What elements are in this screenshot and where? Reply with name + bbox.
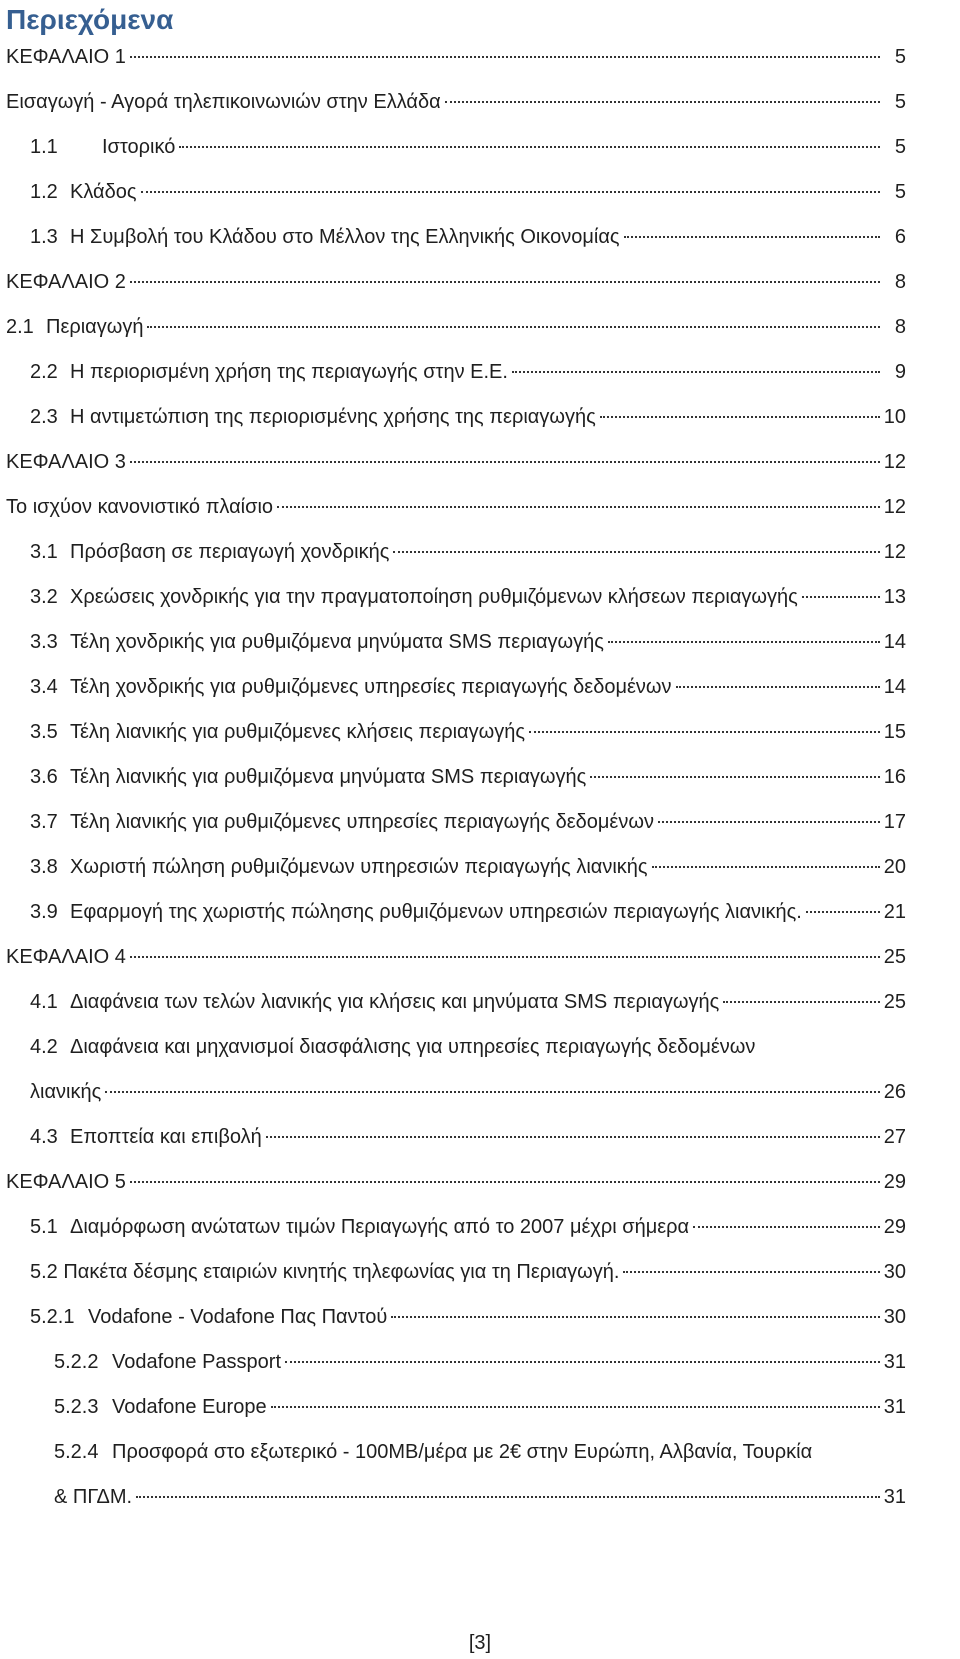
toc-entry-number: 5.2.4	[54, 1441, 99, 1463]
toc-entry-page-number: 26	[883, 1081, 906, 1103]
toc-entry-page-number: 14	[883, 631, 906, 653]
dot-leader	[130, 461, 880, 463]
toc-entry[interactable]	[30, 809, 906, 835]
toc-entry-page-number: 6	[894, 226, 906, 248]
toc-entry-title: Τέλη λιανικής για ρυθμιζόμενες υπηρεσίες περιαγωγής δεδομένων	[70, 811, 654, 833]
toc-entry-page-number: 10	[883, 406, 906, 428]
toc-entry[interactable]	[30, 134, 906, 160]
dot-leader	[623, 1271, 879, 1273]
dot-leader	[266, 1136, 880, 1138]
toc-entry[interactable]	[54, 1439, 906, 1510]
toc-entry-number: 2.1	[6, 316, 34, 338]
toc-entry[interactable]	[30, 899, 906, 925]
dot-leader	[658, 821, 880, 823]
toc-entry-page-number: 31	[883, 1486, 906, 1508]
toc-entry-number: 5.2.3	[54, 1396, 99, 1418]
toc-entry-number: 3.9	[30, 901, 58, 923]
dot-leader	[652, 866, 880, 868]
toc-entry[interactable]	[30, 584, 906, 610]
toc-entry-page-number: 20	[883, 856, 906, 878]
toc-entry[interactable]	[30, 404, 906, 430]
dot-leader	[802, 596, 880, 598]
toc-entry[interactable]	[30, 629, 906, 655]
dot-leader	[130, 1181, 880, 1183]
toc-entry[interactable]	[6, 449, 906, 475]
dot-leader	[130, 281, 880, 283]
toc-entry-number: 1.3	[30, 226, 58, 248]
toc-entry[interactable]	[30, 989, 906, 1015]
toc-entry-title: Το ισχύον κανονιστικό πλαίσιο	[6, 496, 274, 518]
toc-entry-title: ΚΕΦΑΛΑΙΟ 2	[6, 271, 126, 293]
toc-entry-title: Τέλη λιανικής για ρυθμιζόμενα μηνύματα SMS περιαγωγής	[70, 766, 587, 788]
toc-entry[interactable]	[54, 1349, 906, 1375]
dot-leader	[271, 1406, 880, 1408]
dot-leader	[130, 56, 880, 58]
toc-entry-page-number: 29	[883, 1216, 906, 1238]
dot-leader	[445, 101, 880, 103]
toc-entry-number: 4.1	[30, 991, 58, 1013]
toc-entry-number: 2.2	[30, 361, 58, 383]
toc-entry[interactable]	[6, 494, 906, 520]
toc-entry[interactable]	[30, 1124, 906, 1150]
toc-entry[interactable]	[30, 1214, 906, 1240]
toc-entry[interactable]	[6, 314, 906, 340]
dot-leader	[590, 776, 879, 778]
toc-entry-page-number: 29	[883, 1171, 906, 1193]
toc-entry-page-number: 5	[894, 91, 906, 113]
toc-entry-page-number: 25	[883, 946, 906, 968]
toc-entry-title: ΚΕΦΑΛΑΙΟ 4	[6, 946, 126, 968]
toc-entry[interactable]	[30, 224, 906, 250]
dot-leader	[130, 956, 880, 958]
dot-leader	[600, 416, 880, 418]
toc-entry-title: Χωριστή πώληση ρυθμιζόμενων υπηρεσιών περιαγωγής λιανικής	[70, 856, 648, 878]
toc-entry-page-number: 12	[883, 541, 906, 563]
toc-entry-page-number: 12	[883, 451, 906, 473]
dot-leader	[723, 1001, 879, 1003]
toc-entry-title: Τέλη χονδρικής για ρυθμιζόμενες υπηρεσίες περιαγωγής δεδομένων	[70, 676, 672, 698]
toc-entry[interactable]	[30, 179, 906, 205]
toc-entry[interactable]	[6, 269, 906, 295]
toc-entry-number: 2.3	[30, 406, 58, 428]
toc-entry-number: 3.8	[30, 856, 58, 878]
toc-entry-page-number: 9	[894, 361, 906, 383]
toc-entry-title: Προσφορά στο εξωτερικό - 100MB/μέρα με 2€ στην Ευρώπη, Αλβανία, Τουρκία	[112, 1441, 813, 1463]
toc-entry-page-number: 13	[883, 586, 906, 608]
toc-entry-title: Διαφάνεια των τελών λιανικής για κλήσεις και μηνύματα SMS περιαγωγής	[70, 991, 720, 1013]
page-number: [3]	[468, 1632, 492, 1654]
dot-leader	[693, 1226, 880, 1228]
toc-entry-title: Εφαρμογή της χωριστής πώλησης ρυθμιζόμενων υπηρεσιών περιαγωγής λιανικής.	[70, 901, 802, 923]
toc-entry[interactable]	[30, 764, 906, 790]
toc-entry-number: 3.5	[30, 721, 58, 743]
dot-leader	[105, 1091, 880, 1093]
toc-entry-title: ΚΕΦΑΛΑΙΟ 1	[6, 46, 126, 68]
toc-entry-title: Διαφάνεια και μηχανισμοί διασφάλισης για υπηρεσίες περιαγωγής δεδομένων	[70, 1036, 756, 1058]
toc-entry-number: 1.2	[30, 181, 58, 203]
toc-entry-page-number: 30	[883, 1306, 906, 1328]
toc-entry-page-number: 8	[894, 316, 906, 338]
toc-entry-title: Vodafone - Vodafone Πας Παντού	[88, 1306, 388, 1328]
toc-entry-title: Η αντιμετώπιση της περιορισμένης χρήσης της περιαγωγής	[70, 406, 596, 428]
toc-entry-number: 3.4	[30, 676, 58, 698]
dot-leader	[806, 911, 880, 913]
toc-entry-page-number: 16	[883, 766, 906, 788]
toc-entry-number: 4.3	[30, 1126, 58, 1148]
toc-entry[interactable]	[30, 719, 906, 745]
toc-entry-title: Η περιορισμένη χρήση της περιαγωγής στην Ε.Ε.	[70, 361, 508, 383]
toc-entry-title: Η Συμβολή του Κλάδου στο Μέλλον της Ελληνικής Οικονομίας	[70, 226, 620, 248]
toc-entry-title: Κλάδος	[70, 181, 137, 203]
toc-entry-number: 3.2	[30, 586, 58, 608]
dot-leader	[624, 236, 880, 238]
toc-entry[interactable]	[6, 944, 906, 970]
toc-entry[interactable]	[30, 359, 906, 385]
toc-entry-title: Διαμόρφωση ανώτατων τιμών Περιαγωγής από το 2007 μέχρι σήμερα	[70, 1216, 690, 1238]
toc-entry[interactable]	[30, 854, 906, 880]
toc-entry-page-number: 5	[894, 181, 906, 203]
toc-entry-page-number: 5	[894, 136, 906, 158]
toc-entry-number: 5.2.2	[54, 1351, 99, 1373]
toc-entry-page-number: 5	[894, 46, 906, 68]
toc-entry-page-number: 21	[883, 901, 906, 923]
toc-entry-number: 3.3	[30, 631, 58, 653]
dot-leader	[136, 1496, 880, 1498]
dot-leader	[179, 146, 880, 148]
toc-entry-title: Πρόσβαση σε περιαγωγή χονδρικής	[70, 541, 390, 563]
toc-entry-number: 1.1	[30, 136, 58, 158]
toc-entry-title: Περιαγωγή	[46, 316, 144, 338]
toc-entry-page-number: 12	[883, 496, 906, 518]
toc-entry-title: Εισαγωγή - Αγορά τηλεπικοινωνιών στην Ελλάδα	[6, 91, 441, 113]
toc-entry-title: ΚΕΦΑΛΑΙΟ 5	[6, 1171, 126, 1193]
toc-entry-page-number: 17	[883, 811, 906, 833]
dot-leader	[391, 1316, 879, 1318]
toc-entry-page-number: 31	[883, 1351, 906, 1373]
toc-entry[interactable]	[30, 1034, 906, 1105]
toc-entry-number: 3.1	[30, 541, 58, 563]
toc-entry[interactable]	[30, 674, 906, 700]
toc-entry-title: Τέλη λιανικής για ρυθμιζόμενες κλήσεις περιαγωγής	[70, 721, 525, 743]
dot-leader	[676, 686, 880, 688]
dot-leader	[141, 191, 881, 193]
dot-leader	[147, 326, 880, 328]
dot-leader	[529, 731, 880, 733]
toc-entry-title: ΚΕΦΑΛΑΙΟ 3	[6, 451, 126, 473]
toc-entry[interactable]	[6, 89, 906, 115]
toc-entry-title: Χρεώσεις χονδρικής για την πραγματοποίηση ρυθμιζόμενων κλήσεων περιαγωγής	[70, 586, 798, 608]
toc-entry-number: 5.1	[30, 1216, 58, 1238]
toc-entry-number: 4.2	[30, 1036, 58, 1058]
toc-entry-title: Εποπτεία και επιβολή	[70, 1126, 262, 1148]
toc-entry-title: 5.2 Πακέτα δέσμης εταιριών κινητής τηλεφωνίας για τη Περιαγωγή.	[30, 1261, 620, 1283]
dot-leader	[393, 551, 879, 553]
toc-entry-title-continued: λιανικής	[30, 1081, 102, 1103]
toc-entry[interactable]	[30, 1304, 906, 1330]
toc-entry-title: Vodafone Europe	[112, 1396, 267, 1418]
toc-entry-page-number: 30	[883, 1261, 906, 1283]
toc-entry[interactable]	[30, 539, 906, 565]
toc-entry-title-continued: & ΠΓΔΜ.	[54, 1486, 133, 1508]
toc-entry-number: 3.6	[30, 766, 58, 788]
toc-entry-page-number: 15	[883, 721, 906, 743]
toc-entry-page-number: 31	[883, 1396, 906, 1418]
toc-entry-page-number: 25	[883, 991, 906, 1013]
toc-entry-page-number: 27	[883, 1126, 906, 1148]
dot-leader	[285, 1361, 880, 1363]
dot-leader	[277, 506, 880, 508]
toc-entry-title: Ιστορικό	[102, 136, 176, 158]
toc-entry[interactable]	[54, 1394, 906, 1420]
toc-entry-title: Vodafone Passport	[112, 1351, 282, 1373]
dot-leader	[512, 371, 880, 373]
toc-entry-number: 3.7	[30, 811, 58, 833]
toc-entry-title: Τέλη χονδρικής για ρυθμιζόμενα μηνύματα SMS περιαγωγής	[70, 631, 604, 653]
toc-entry[interactable]	[6, 44, 906, 70]
toc-entry-page-number: 8	[894, 271, 906, 293]
toc-entry[interactable]	[6, 1169, 906, 1195]
toc-entry[interactable]	[30, 1259, 906, 1285]
dot-leader	[608, 641, 880, 643]
toc-entry-page-number: 14	[883, 676, 906, 698]
toc-entry-number: 5.2.1	[30, 1306, 75, 1328]
toc-heading: Περιεχόμενα	[6, 4, 174, 35]
